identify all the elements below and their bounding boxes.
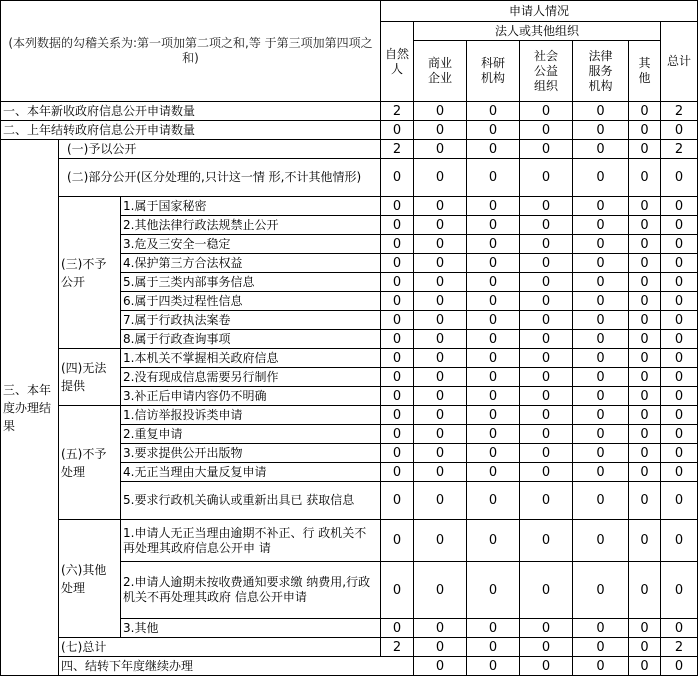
cell-value: 0 xyxy=(573,657,629,676)
cell-value: 0 xyxy=(467,482,520,520)
cell-value: 0 xyxy=(520,330,573,349)
cell-value: 0 xyxy=(573,444,629,463)
cell-value: 0 xyxy=(381,368,414,387)
row-label: 四、结转下年度继续办理 xyxy=(59,657,414,676)
group-label: (六)其他处理 xyxy=(59,520,121,638)
row-label: 1.信访举报投诉类申请 xyxy=(121,406,381,425)
cell-value: 2 xyxy=(661,102,698,121)
row-label: 二、上年结转政府信息公开申请数量 xyxy=(1,121,381,140)
cell-value: 0 xyxy=(467,638,520,657)
header-legal-group: 法人或其他组织 xyxy=(414,22,661,41)
cell-value: 0 xyxy=(381,619,414,638)
cell-value: 0 xyxy=(381,292,414,311)
cell-value: 0 xyxy=(467,159,520,197)
cell-value: 0 xyxy=(629,619,661,638)
table-row xyxy=(1,406,698,425)
cell-value: 0 xyxy=(520,520,573,562)
table-row xyxy=(1,349,698,368)
table-row xyxy=(1,638,698,657)
cell-value: 0 xyxy=(661,273,698,292)
cell-value: 0 xyxy=(629,254,661,273)
cell-value: 0 xyxy=(381,330,414,349)
cell-value: 0 xyxy=(414,406,467,425)
cell-value: 0 xyxy=(381,444,414,463)
cell-value: 0 xyxy=(467,619,520,638)
cell-value: 0 xyxy=(520,254,573,273)
cell-value: 0 xyxy=(520,197,573,216)
cell-value: 0 xyxy=(520,368,573,387)
cell-value: 0 xyxy=(414,311,467,330)
cell-value: 0 xyxy=(573,368,629,387)
cell-value: 2 xyxy=(381,638,414,657)
cell-value: 0 xyxy=(414,102,467,121)
cell-value: 0 xyxy=(573,562,629,619)
cell-value: 0 xyxy=(414,121,467,140)
cell-value: 0 xyxy=(414,425,467,444)
cell-value: 0 xyxy=(629,102,661,121)
row-label: 2.申请人逾期未按收费通知要求缴 纳费用,行政机关不再处理其政府 信息公开申请 xyxy=(121,562,381,619)
col-legal-service: 法律服务机构 xyxy=(573,41,629,102)
table-row xyxy=(1,140,698,159)
cell-value: 0 xyxy=(467,444,520,463)
cell-value: 0 xyxy=(414,349,467,368)
cell-value: 0 xyxy=(573,330,629,349)
cell-value: 0 xyxy=(573,482,629,520)
col-business: 商业企业 xyxy=(414,41,467,102)
cell-value: 0 xyxy=(661,292,698,311)
cell-value: 0 xyxy=(414,292,467,311)
table-row xyxy=(1,159,698,197)
row-label: 3.要求提供公开出版物 xyxy=(121,444,381,463)
row-label: 3.其他 xyxy=(121,619,381,638)
row-label: 7.属于行政执法案卷 xyxy=(121,311,381,330)
row-label: 1.申请人无正当理由逾期不补正、行 政机关不再处理其政府信息公开申 请 xyxy=(121,520,381,562)
cell-value: 2 xyxy=(661,638,698,657)
row-label: 5.属于三类内部事务信息 xyxy=(121,273,381,292)
row-label: 1.本机关不掌握相关政府信息 xyxy=(121,349,381,368)
cell-value: 0 xyxy=(381,425,414,444)
cell-value: 0 xyxy=(573,235,629,254)
cell-value: 0 xyxy=(629,387,661,406)
cell-value: 0 xyxy=(573,619,629,638)
cell-value: 0 xyxy=(520,638,573,657)
cell-value: 0 xyxy=(661,562,698,619)
cell-value: 0 xyxy=(381,273,414,292)
cell-value: 0 xyxy=(573,463,629,482)
cell-value: 0 xyxy=(520,159,573,197)
cell-value: 0 xyxy=(629,406,661,425)
cell-value: 0 xyxy=(381,311,414,330)
cell-value: 0 xyxy=(520,235,573,254)
row-label: 3.危及三安全一稳定 xyxy=(121,235,381,254)
cell-value: 0 xyxy=(520,406,573,425)
cell-value: 0 xyxy=(414,197,467,216)
cell-value: 0 xyxy=(467,197,520,216)
cell-value: 0 xyxy=(661,311,698,330)
cell-value: 0 xyxy=(414,619,467,638)
cell-value: 0 xyxy=(520,349,573,368)
cell-value: 0 xyxy=(520,216,573,235)
cell-value: 0 xyxy=(520,140,573,159)
cell-value: 0 xyxy=(467,235,520,254)
row-label: 1.属于国家秘密 xyxy=(121,197,381,216)
cell-value: 0 xyxy=(629,121,661,140)
row-label: 5.要求行政机关确认或重新出具已 获取信息 xyxy=(121,482,381,520)
cell-value: 0 xyxy=(414,254,467,273)
cell-value: 0 xyxy=(629,638,661,657)
cell-value: 0 xyxy=(467,102,520,121)
cell-value: 0 xyxy=(661,349,698,368)
cell-value: 0 xyxy=(661,159,698,197)
cell-value: 0 xyxy=(573,638,629,657)
row-label: 2.其他法律行政法规禁止公开 xyxy=(121,216,381,235)
cell-value: 0 xyxy=(414,657,467,676)
cell-value: 0 xyxy=(629,657,661,676)
cell-value: 0 xyxy=(629,425,661,444)
cell-value: 0 xyxy=(629,562,661,619)
cell-value: 0 xyxy=(414,368,467,387)
cell-value: 0 xyxy=(520,273,573,292)
cell-value: 2 xyxy=(661,140,698,159)
cell-value: 0 xyxy=(414,273,467,292)
cell-value: 0 xyxy=(520,311,573,330)
cell-value: 0 xyxy=(573,121,629,140)
cell-value: 0 xyxy=(467,520,520,562)
cell-value: 0 xyxy=(573,311,629,330)
cell-value: 0 xyxy=(629,463,661,482)
cell-value: 0 xyxy=(661,520,698,562)
cell-value: 0 xyxy=(573,406,629,425)
row-label: (七)总计 xyxy=(59,638,381,657)
cell-value: 0 xyxy=(661,216,698,235)
cell-value: 0 xyxy=(381,349,414,368)
cell-value: 0 xyxy=(467,425,520,444)
cell-value: 0 xyxy=(467,368,520,387)
cell-value: 0 xyxy=(573,292,629,311)
cell-value: 0 xyxy=(520,482,573,520)
cell-value: 0 xyxy=(520,121,573,140)
cell-value: 0 xyxy=(520,444,573,463)
cell-value: 0 xyxy=(520,463,573,482)
table-row xyxy=(1,102,698,121)
cell-value: 0 xyxy=(467,657,520,676)
cell-value: 0 xyxy=(629,311,661,330)
cell-value: 0 xyxy=(381,254,414,273)
cell-value: 0 xyxy=(520,619,573,638)
row-label: 4.保护第三方合法权益 xyxy=(121,254,381,273)
row-label: 4.无正当理由大量反复申请 xyxy=(121,463,381,482)
cell-value: 0 xyxy=(661,254,698,273)
header-note: (本列数据的勾稽关系为:第一项加第二项之和,等 于第三项加第四项之和) xyxy=(1,1,381,102)
col-public-welfare: 社会公益组织 xyxy=(520,41,573,102)
row-label: 2.重复申请 xyxy=(121,425,381,444)
cell-value: 0 xyxy=(414,387,467,406)
cell-value: 0 xyxy=(414,216,467,235)
cell-value: 0 xyxy=(520,387,573,406)
cell-value: 0 xyxy=(661,197,698,216)
group-label: (五)不予处理 xyxy=(59,406,121,520)
cell-value: 0 xyxy=(381,387,414,406)
cell-value: 0 xyxy=(661,387,698,406)
row-label: (一)予以公开 xyxy=(59,140,381,159)
cell-value: 0 xyxy=(629,482,661,520)
cell-value: 0 xyxy=(467,330,520,349)
cell-value: 0 xyxy=(661,463,698,482)
row-label: 3.补正后申请内容仍不明确 xyxy=(121,387,381,406)
cell-value: 0 xyxy=(629,292,661,311)
cell-value: 0 xyxy=(629,159,661,197)
table-row xyxy=(1,197,698,216)
cell-value: 0 xyxy=(573,349,629,368)
cell-value: 0 xyxy=(629,368,661,387)
cell-value: 0 xyxy=(414,140,467,159)
cell-value: 0 xyxy=(467,121,520,140)
cell-value: 0 xyxy=(629,235,661,254)
table-row xyxy=(1,657,698,676)
cell-value: 0 xyxy=(661,330,698,349)
cell-value: 0 xyxy=(661,368,698,387)
section3-label: 三、本年度办理结果 xyxy=(1,140,59,676)
row-label: 6.属于四类过程性信息 xyxy=(121,292,381,311)
col-total: 总计 xyxy=(661,22,698,102)
cell-value: 0 xyxy=(661,619,698,638)
cell-value: 0 xyxy=(661,657,698,676)
cell-value: 0 xyxy=(573,387,629,406)
cell-value: 0 xyxy=(467,254,520,273)
cell-value: 0 xyxy=(661,121,698,140)
cell-value: 0 xyxy=(381,197,414,216)
cell-value: 0 xyxy=(381,562,414,619)
cell-value: 0 xyxy=(629,520,661,562)
cell-value: 2 xyxy=(381,140,414,159)
cell-value: 0 xyxy=(629,140,661,159)
cell-value: 0 xyxy=(381,159,414,197)
cell-value: 0 xyxy=(467,273,520,292)
cell-value: 0 xyxy=(467,387,520,406)
table-row xyxy=(1,121,698,140)
cell-value: 0 xyxy=(520,657,573,676)
cell-value: 0 xyxy=(629,349,661,368)
row-label: (二)部分公开(区分处理的,只计这一情 形,不计其他情形) xyxy=(59,159,381,197)
cell-value: 0 xyxy=(661,406,698,425)
cell-value: 0 xyxy=(467,463,520,482)
cell-value: 0 xyxy=(573,102,629,121)
cell-value: 0 xyxy=(414,520,467,562)
cell-value: 0 xyxy=(381,520,414,562)
cell-value: 0 xyxy=(381,216,414,235)
cell-value: 0 xyxy=(573,254,629,273)
col-research: 科研机构 xyxy=(467,41,520,102)
cell-value: 0 xyxy=(381,463,414,482)
cell-value: 0 xyxy=(520,562,573,619)
cell-value: 0 xyxy=(629,197,661,216)
cell-value: 0 xyxy=(467,562,520,619)
cell-value: 0 xyxy=(629,444,661,463)
cell-value: 0 xyxy=(467,311,520,330)
cell-value: 0 xyxy=(629,216,661,235)
cell-value: 0 xyxy=(414,562,467,619)
cell-value: 0 xyxy=(520,425,573,444)
row-label: 一、本年新收政府信息公开申请数量 xyxy=(1,102,381,121)
row-label: 8.属于行政查询事项 xyxy=(121,330,381,349)
cell-value: 0 xyxy=(573,197,629,216)
cell-value: 0 xyxy=(573,216,629,235)
table-row xyxy=(1,520,698,562)
cell-value: 0 xyxy=(381,482,414,520)
cell-value: 0 xyxy=(381,406,414,425)
cell-value: 0 xyxy=(573,140,629,159)
cell-value: 0 xyxy=(573,520,629,562)
cell-value: 0 xyxy=(520,102,573,121)
cell-value: 0 xyxy=(414,235,467,254)
cell-value: 2 xyxy=(381,102,414,121)
cell-value: 0 xyxy=(629,330,661,349)
col-other: 其他 xyxy=(629,41,661,102)
group-label: (三)不予公开 xyxy=(59,197,121,349)
cell-value: 0 xyxy=(629,273,661,292)
cell-value: 0 xyxy=(661,235,698,254)
cell-value: 0 xyxy=(467,292,520,311)
group-label: (四)无法提供 xyxy=(59,349,121,406)
cell-value: 0 xyxy=(414,463,467,482)
cell-value: 0 xyxy=(520,292,573,311)
cell-value: 0 xyxy=(381,235,414,254)
cell-value: 0 xyxy=(661,482,698,520)
cell-value: 0 xyxy=(573,425,629,444)
cell-value: 0 xyxy=(467,216,520,235)
cell-value: 0 xyxy=(661,444,698,463)
cell-value: 0 xyxy=(573,273,629,292)
cell-value: 0 xyxy=(467,406,520,425)
cell-value: 0 xyxy=(467,140,520,159)
cell-value: 0 xyxy=(414,638,467,657)
row-label: 2.没有现成信息需要另行制作 xyxy=(121,368,381,387)
cell-value: 0 xyxy=(414,482,467,520)
cell-value: 0 xyxy=(467,349,520,368)
cell-value: 0 xyxy=(414,330,467,349)
cell-value: 0 xyxy=(414,444,467,463)
cell-value: 0 xyxy=(661,425,698,444)
cell-value: 0 xyxy=(381,121,414,140)
cell-value: 0 xyxy=(573,159,629,197)
header-applicant-status: 申请人情况 xyxy=(381,1,698,22)
col-natural-person: 自然人 xyxy=(381,22,414,102)
cell-value: 0 xyxy=(414,159,467,197)
